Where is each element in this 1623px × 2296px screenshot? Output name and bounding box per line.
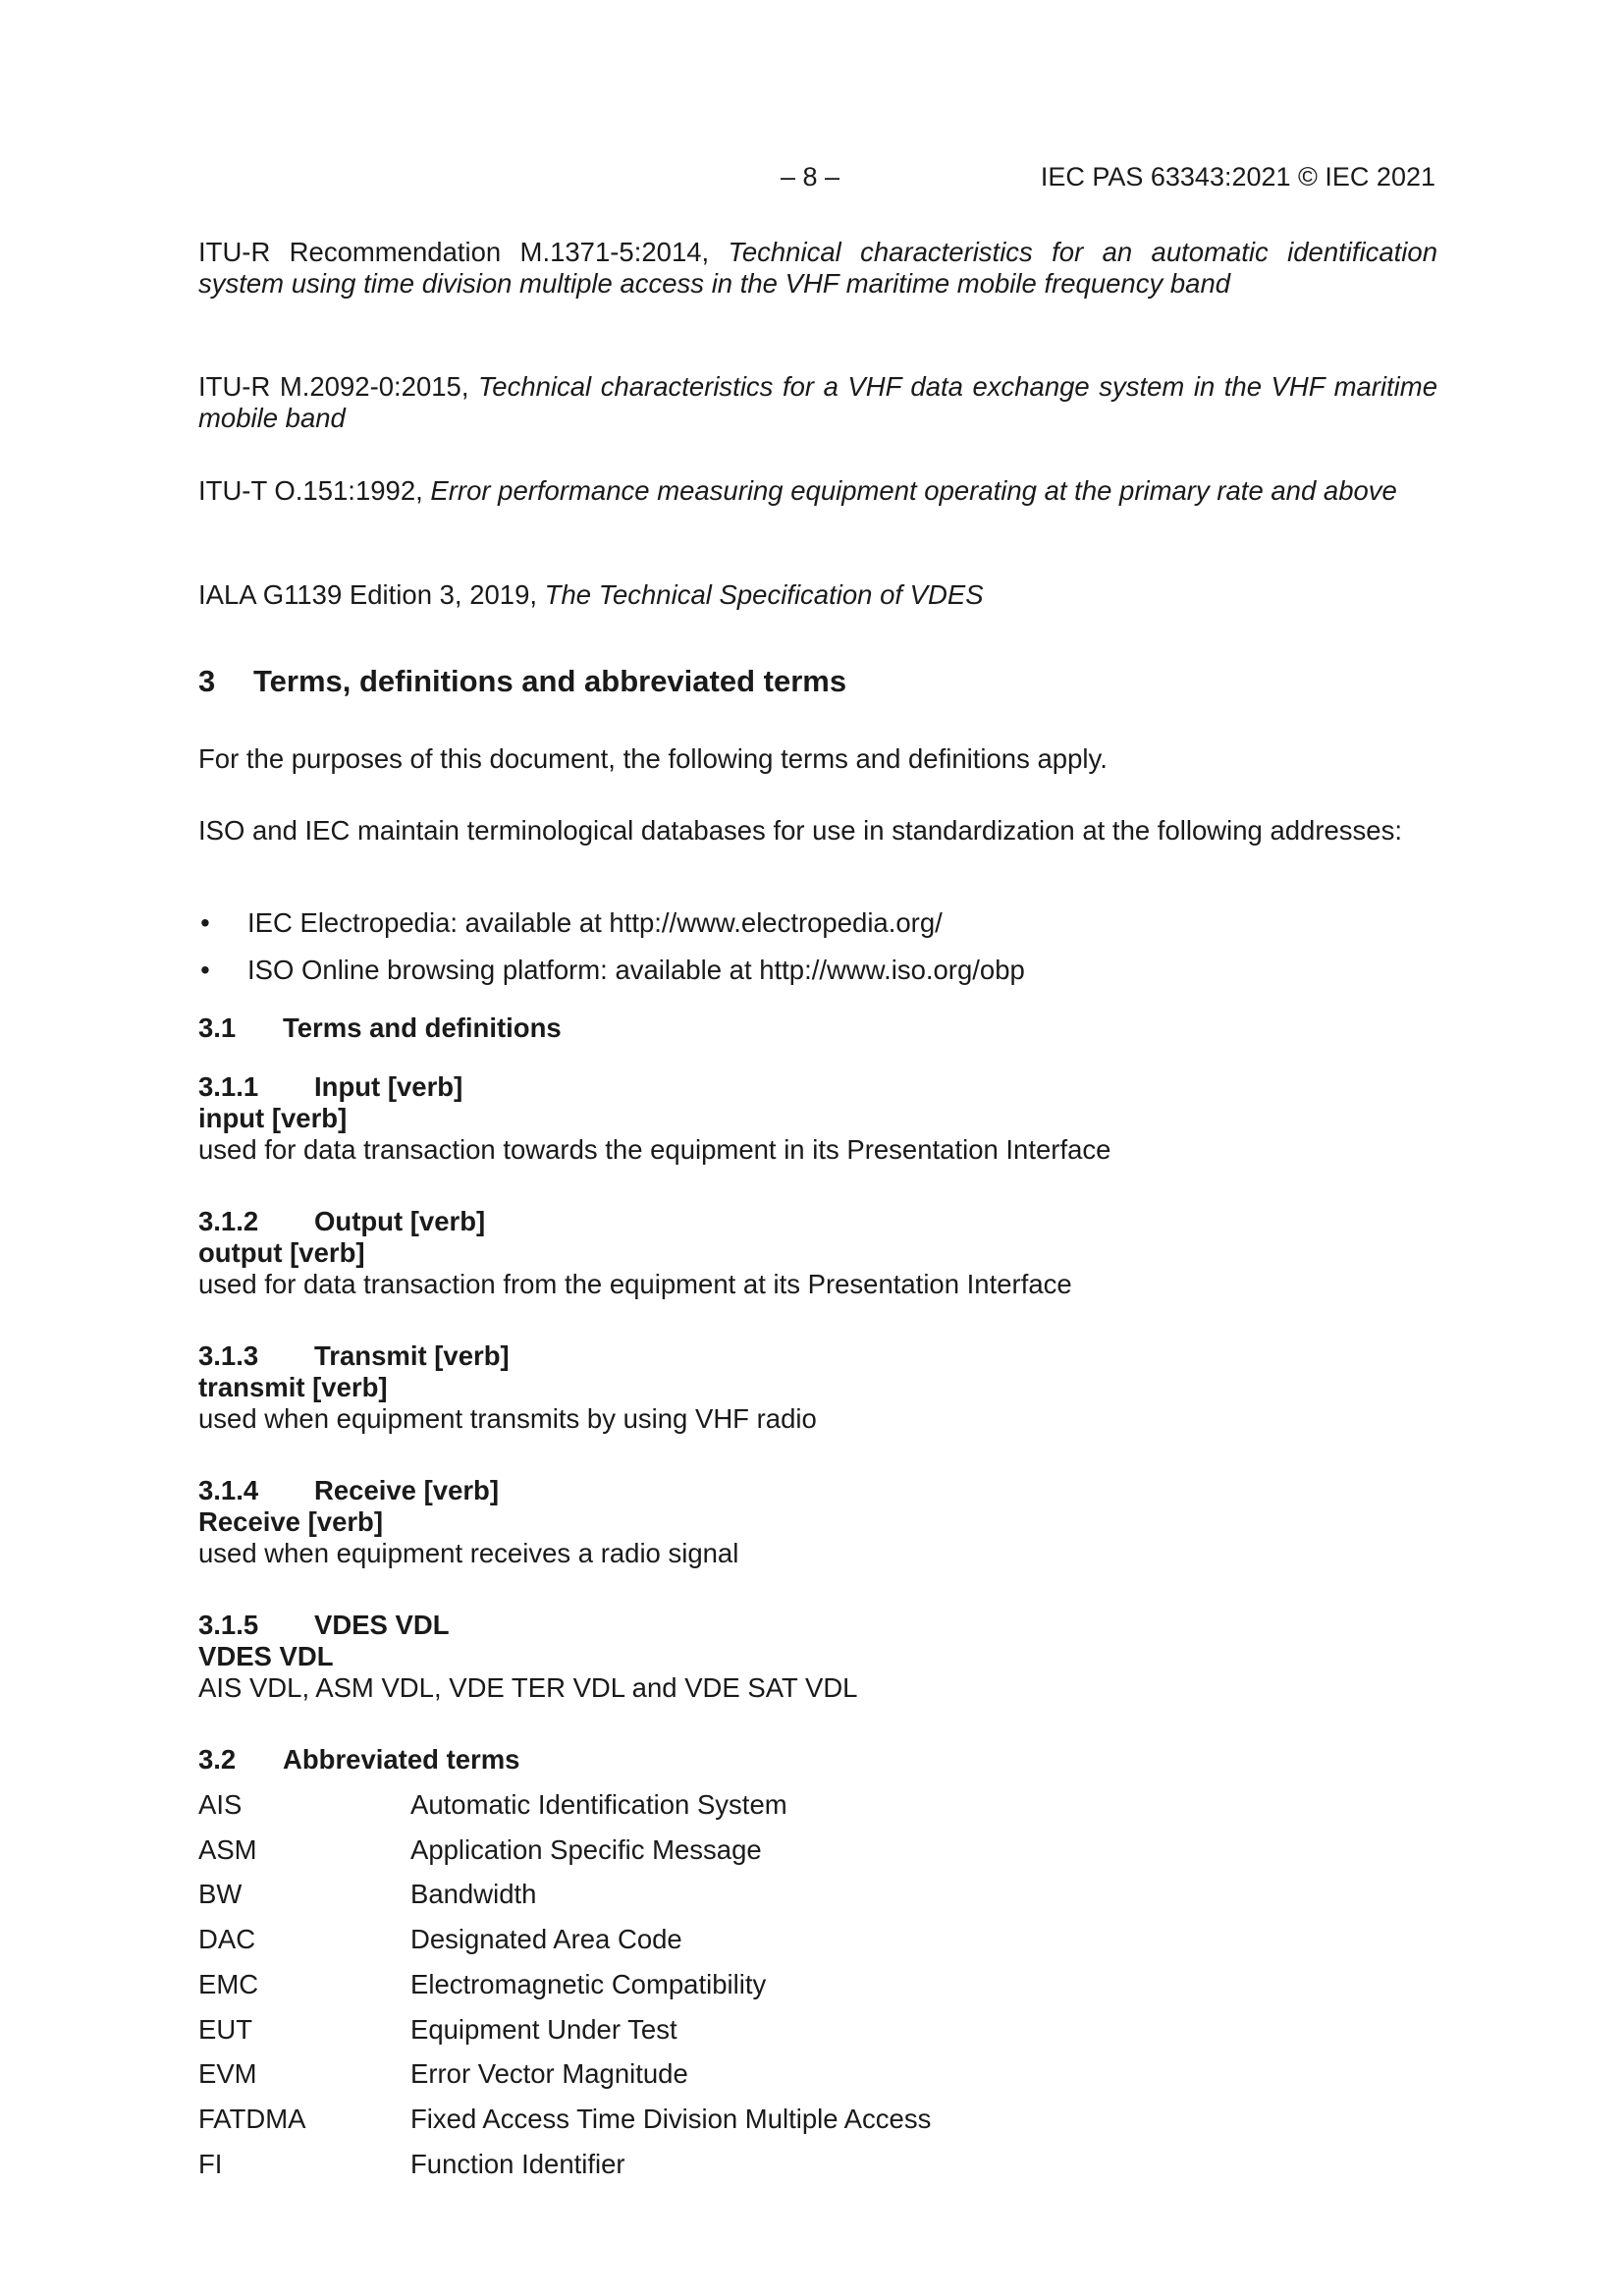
iso-iec-paragraph: ISO and IEC maintain terminological databases for use in standardization at the following addresses: [198,815,1402,846]
term-title: Transmit [verb] [314,1340,510,1371]
section-title: Terms, definitions and abbreviated terms [253,664,847,698]
abbreviation: FI [198,2149,223,2179]
subsection-heading [198,1012,1437,1044]
reference-entry [198,475,1437,507]
abbreviation: EVM [198,2058,257,2089]
reference-entry [198,237,1437,300]
term-entry [198,1475,1437,1569]
term-entry [198,1610,1437,1704]
page-number: – 8 – [781,162,840,191]
reference-title: Technical characteristics for an automatic identification system using time division multiple access in the VHF maritime mobile frequency band [198,237,1437,299]
term-number: 3.1.5 [198,1610,259,1640]
bullet-text: ISO Online browsing platform: available at http://www.iso.org/obp [247,955,1025,985]
abbreviation: EUT [198,2014,252,2045]
term-title: Input [verb] [314,1071,463,1102]
term-heading [198,1475,1437,1506]
abbreviation-meaning: Fixed Access Time Division Multiple Access [410,2104,932,2134]
term-definition: used for data transaction from the equipment at its Presentation Interface [198,1269,1072,1299]
abbreviation: FATDMA [198,2104,306,2134]
term-name: input [verb] [198,1103,348,1133]
reference-prefix: IALA G1139 Edition 3, 2019, [198,579,545,610]
abbreviation: BW [198,1879,243,1909]
abbreviation-meaning: Bandwidth [410,1879,537,1909]
term-title: VDES VDL [314,1610,450,1640]
term-entry [198,1071,1437,1166]
term-name: Receive [verb] [198,1506,384,1537]
abbreviation-meaning: Error Vector Magnitude [410,2058,688,2089]
term-heading [198,1340,1437,1372]
term-number: 3.1.4 [198,1475,259,1505]
intro-paragraph: For the purposes of this document, the following terms and definitions apply. [198,743,1108,774]
term-heading [198,1206,1437,1237]
reference-entry [198,371,1437,434]
page-header [0,162,1623,201]
abbreviation: DAC [198,1924,256,1954]
reference-entry [198,579,1437,611]
term-number: 3.1.3 [198,1340,259,1371]
abbreviation-meaning: Electromagnetic Compatibility [410,1969,767,1999]
bullet-text: IEC Electropedia: available at http://www.electropedia.org/ [247,907,943,938]
abbreviation-meaning: Equipment Under Test [410,2014,677,2045]
section-number: 3 [198,664,216,698]
term-heading [198,1071,1437,1103]
abbreviation: ASM [198,1834,257,1865]
reference-title: Error performance measuring equipment operating at the primary rate and above [430,475,1397,506]
term-number: 3.1.2 [198,1206,259,1236]
subsection-heading [198,1744,1437,1776]
reference-prefix: ITU-T O.151:1992, [198,475,431,506]
term-definition: used when equipment receives a radio signal [198,1538,739,1568]
term-name: transmit [verb] [198,1372,388,1402]
abbreviation-meaning: Function Identifier [410,2149,625,2179]
term-name: VDES VDL [198,1641,334,1671]
term-title: Output [verb] [314,1206,486,1236]
bullet-icon: • [200,955,210,985]
abbreviation: AIS [198,1789,243,1820]
bullet-icon: • [200,907,210,938]
term-number: 3.1.1 [198,1071,259,1102]
subsection-number: 3.1 [198,1012,237,1043]
term-heading [198,1610,1437,1641]
term-definition: used for data transaction towards the equipment in its Presentation Interface [198,1134,1111,1165]
reference-prefix: ITU-R Recommendation M.1371-5:2014, [198,237,729,267]
abbreviation: EMC [198,1969,259,1999]
term-entry [198,1206,1437,1300]
document-id: IEC PAS 63343:2021 © IEC 2021 [1040,162,1435,191]
term-entry [198,1340,1437,1435]
abbreviation-meaning: Automatic Identification System [410,1789,787,1820]
abbreviation-meaning: Application Specific Message [410,1834,762,1865]
reference-prefix: ITU-R M.2092-0:2015, [198,371,478,402]
subsection-title: Terms and definitions [283,1012,562,1043]
reference-title: The Technical Specification of VDES [544,579,984,610]
term-title: Receive [verb] [314,1475,500,1505]
subsection-number: 3.2 [198,1744,237,1775]
term-definition: used when equipment transmits by using VHF radio [198,1403,817,1434]
subsection-title: Abbreviated terms [283,1744,520,1775]
section-heading [198,666,1437,697]
term-definition: AIS VDL, ASM VDL, VDE TER VDL and VDE SAT VDL [198,1672,858,1703]
reference-title: Technical characteristics for a VHF data exchange system in the VHF maritime mobile band [198,371,1437,433]
term-name: output [verb] [198,1237,365,1268]
abbreviation-meaning: Designated Area Code [410,1924,682,1954]
